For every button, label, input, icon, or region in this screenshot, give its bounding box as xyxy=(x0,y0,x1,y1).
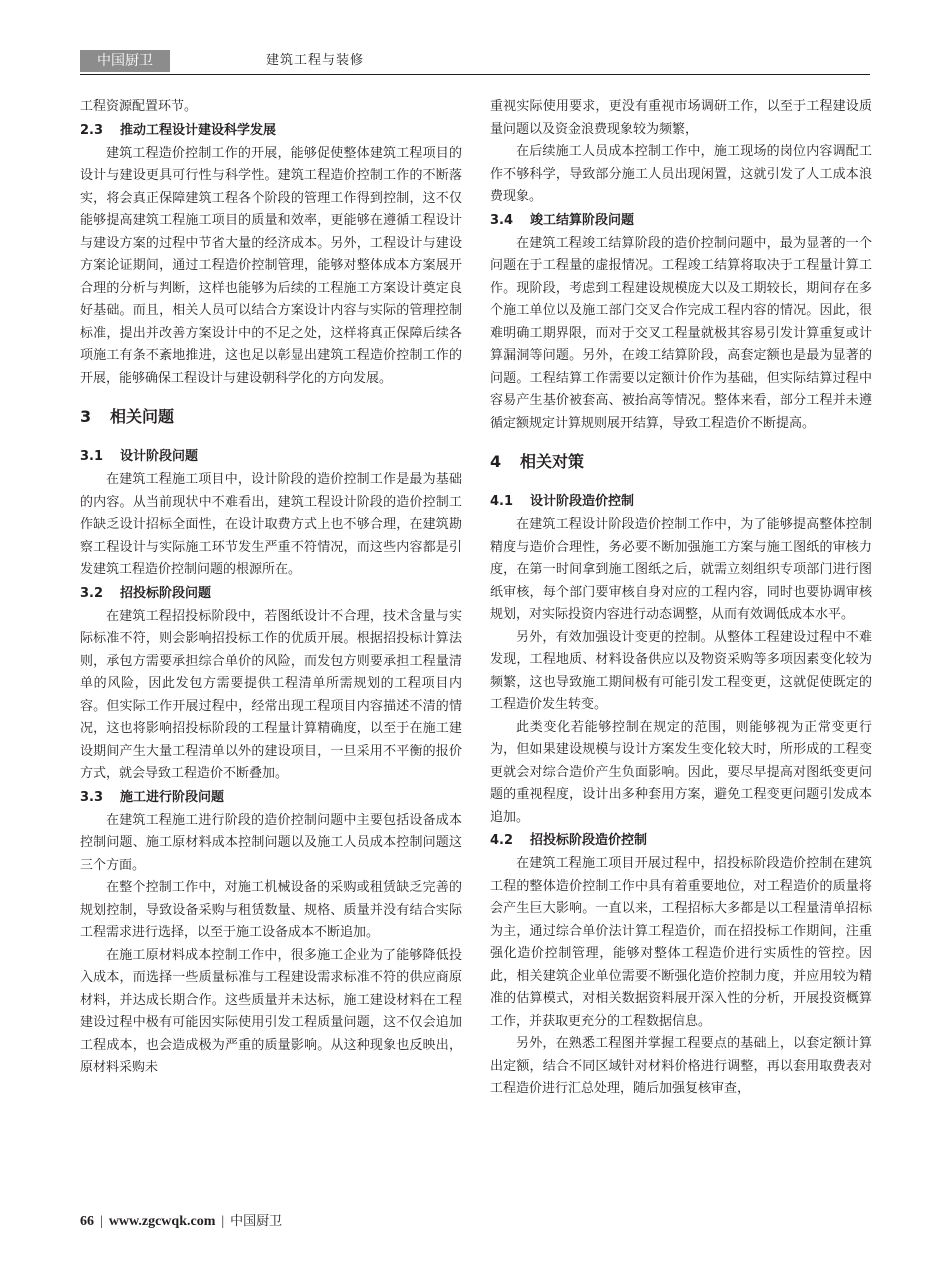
section-title: 设计阶段问题 xyxy=(120,449,199,464)
section-title: 竣工结算阶段问题 xyxy=(530,212,635,228)
section-heading-4-2 xyxy=(490,830,872,852)
section-label: 建筑工程与装修 xyxy=(266,53,365,68)
page-header xyxy=(80,50,870,72)
paragraph: 在建筑工程施工进行阶段的造价控制问题中主要包括设备成本控制问题、施工原材料成本控制问题以及施工人员成本控制问题这三个方面。 xyxy=(80,812,462,873)
section-number: 3.3 xyxy=(80,789,104,805)
page-number: 66 xyxy=(80,1214,94,1229)
section-heading-4-1 xyxy=(490,491,872,513)
left-column xyxy=(80,96,462,1080)
page-footer xyxy=(80,1210,282,1230)
paragraph: 另外，有效加强设计变更的控制。从整体工程建设过程中不难发现，工程地质、材料设备供应以及物资采购等多项因素变化较为频繁，这也导致施工期间极有可能引发工程变更，这就促使既定的工程造价发生转变。 xyxy=(490,629,872,712)
footer-separator: | xyxy=(221,1214,225,1229)
footer-separator: | xyxy=(100,1214,103,1229)
paragraph: 此类变化若能够控制在规定的范围，则能够视为正常变更行为，但如果建设规模与设计方案发生变化较大时，所形成的工程变更就会对综合造价产生负面影响。因此，要尽早提高对图纸变更问题的重视程度，设计出多种套用方案，避免工程变更问题引发成本追加。 xyxy=(490,719,872,825)
section-title: 推动工程设计建设科学发展 xyxy=(120,122,277,138)
section-number: 3.2 xyxy=(80,585,104,601)
journal-tag: 中国厨卫 xyxy=(80,50,170,72)
paragraph: 在建筑工程设计阶段造价控制工作中，为了能够提高整体控制精度与造价合理性，务必要不断加强施工方案与施工图纸的审核力度，在第一时间拿到施工图纸之后，就需立刻组织专项部门进行图纸审核，每个部门要审核自身对应的工程内容，同时也要协调审核规划，对实际投资内容进行动态调整，从而有效调低成本水平。 xyxy=(490,517,872,622)
section-title: 设计阶段造价控制 xyxy=(530,494,635,509)
paragraph: 在整个控制工作中，对施工机械设备的采购或租赁缺乏完善的规划控制，导致设备采购与租赁数量、规格、质量并没有结合实际工程需求进行选择，以至于施工设备成本不断追加。 xyxy=(80,880,462,940)
journal-url[interactable]: www.zgcwqk.com xyxy=(108,1214,216,1229)
section-heading-3-4 xyxy=(490,210,872,232)
section-number: 2.3 xyxy=(80,122,104,138)
section-number: 3.4 xyxy=(490,212,514,228)
section-heading-3 xyxy=(80,404,462,430)
section-title: 招投标阶段造价控制 xyxy=(530,833,648,848)
right-column xyxy=(490,96,872,1101)
section-title: 招投标阶段问题 xyxy=(120,585,212,601)
paragraph: 重视实际使用要求，更没有重视市场调研工作，以至于工程建设质量问题以及资金浪费现象较为频繁， xyxy=(490,99,872,137)
section-heading-3-3 xyxy=(80,787,462,809)
paragraph: 在后续施工人员成本控制工作中，施工现场的岗位内容调配工作不够科学，导致部分施工人员出现闲置，这就引发了人工成本浪费现象。 xyxy=(490,144,872,204)
section-title: 相关问题 xyxy=(110,407,175,426)
paragraph: 在建筑工程施工项目中，设计阶段的造价控制工作是最为基础的内容。从当前现状中不难看出，建筑工程设计阶段的造价控制工作缺乏设计招标全面性，在设计取费方式上也不够合理，在建筑勘察工程设计与实际施工环节发生严重不符情况，而这些内容都是引发建筑工程造价控制问题的根源所在。 xyxy=(80,472,462,577)
paragraph: 在建筑工程竣工结算阶段的造价控制问题中，最为显著的一个问题在于工程量的虚报情况。工程竣工结算将取决于工程量计算工作。现阶段，考虑到工程建设规模庞大以及工期较长，期间存在多个施工单位以及施工部门交叉合作完成工程内容的情况。因此，很难明确工期界限，而对于交叉工程量就极其容易引发计算重复或计算漏洞等问题。另外，在竣工结算阶段，高套定额也是最为显著的问题。工程结算工作需要以定额计价作为基础，但实际结算过程中容易产生基价被套高、被抬高等情况。整体来看，部分工程并未遵循定额规定计算规则展开结算，导致工程造价不断提高。 xyxy=(490,235,872,431)
section-heading-3-1 xyxy=(80,446,462,468)
paragraph: 在施工原材料成本控制工作中，很多施工企业为了能够降低投入成本，而选择一些质量标准与工程建设需求标准不符的供应商原材料，并达成长期合作。这些质量并未达标，施工建设材料在工程建设过程中极有可能因实际使用引发工程质量问题，这不仅会追加工程成本，也会造成极为严重的质量影响。从这种现象也反映出，原材料采购未 xyxy=(80,947,462,1075)
section-number: 3 xyxy=(80,407,92,426)
section-number: 4.1 xyxy=(490,494,514,509)
section-number: 4 xyxy=(490,452,502,471)
section-heading-2-3 xyxy=(80,120,462,142)
section-number: 3.1 xyxy=(80,449,104,464)
paragraph: 工程资源配置环节。 xyxy=(80,99,198,114)
paragraph: 另外，在熟悉工程图并掌握工程要点的基础上，以套定额计算出定额，结合不同区域针对材料价格进行调整，再以套用取费表对工程造价进行汇总处理，随后加强复核审查， xyxy=(490,1036,872,1096)
section-title: 相关对策 xyxy=(520,452,585,471)
section-heading-3-2 xyxy=(80,583,462,605)
header-rule xyxy=(80,74,870,75)
paragraph: 建筑工程造价控制工作的开展，能够促使整体建筑工程项目的设计与建设更具可行性与科学性。建筑工程造价控制工作的不断落实，将会真正保障建筑工程各个阶段的管理工作得到控制，这不仅能够提高建筑工程施工项目的质量和效率，更能够在遵循工程设计与建设方案的过程中节省大量的经济成本。另外，工程设计与建设方案论证期间，通过工程造价控制管理，能够对整体成本方案展开合理的分析与判断，这样也能够为后续的工程施工方案设计奠定良好基础。而且，相关人员可以结合方案设计内容与实际的管理控制标准，提出并改善方案设计中的不足之处，这样将真正保障后续各项施工有条不紊地推进，这也足以彰显出建筑工程造价控制工作的开展，能够确保工程设计与建设朝科学化的方向发展。 xyxy=(80,145,462,386)
paragraph: 在建筑工程施工项目开展过程中，招投标阶段造价控制在建筑工程的整体造价控制工作中具有着重要地位，对工程造价的质量将会产生巨大影响。一直以来，工程招标大多都是以工程量清单招标为主，通过综合单价法计算工程造价，而在招投标工作期间，注重强化造价控制管理，能够对整体工程造价进行实质性的管控。因此，相关建筑企业单位需要不断强化造价控制力度，并应用较为精准的估算模式，对相关数据资料展开深入性的分析，开展投资概算工作，并获取更充分的工程数据信息。 xyxy=(490,856,872,1029)
section-number: 4.2 xyxy=(490,833,514,848)
paragraph: 在建筑工程招投标阶段中，若图纸设计不合理，技术含量与实际标准不符，则会影响招投标工作的优质开展。根据招投标计算法则，承包方需要承担综合单价的风险，而发包方则要承担工程量清单的风险，因此发包方需要提供工程清单所需规划的工程项目内容。但实际工作开展过程中，经常出现工程项目内容描述不清的情况，这也将影响招投标阶段的工程量计算精确度，以至于在施工建设期间产生大量工程清单以外的建设项目，一旦采用不平衡的报价方式，就会导致工程造价不断叠加。 xyxy=(80,608,462,781)
section-title: 施工进行阶段问题 xyxy=(120,789,225,805)
footer-journal: 中国厨卫 xyxy=(230,1214,283,1229)
section-heading-4 xyxy=(490,449,872,475)
